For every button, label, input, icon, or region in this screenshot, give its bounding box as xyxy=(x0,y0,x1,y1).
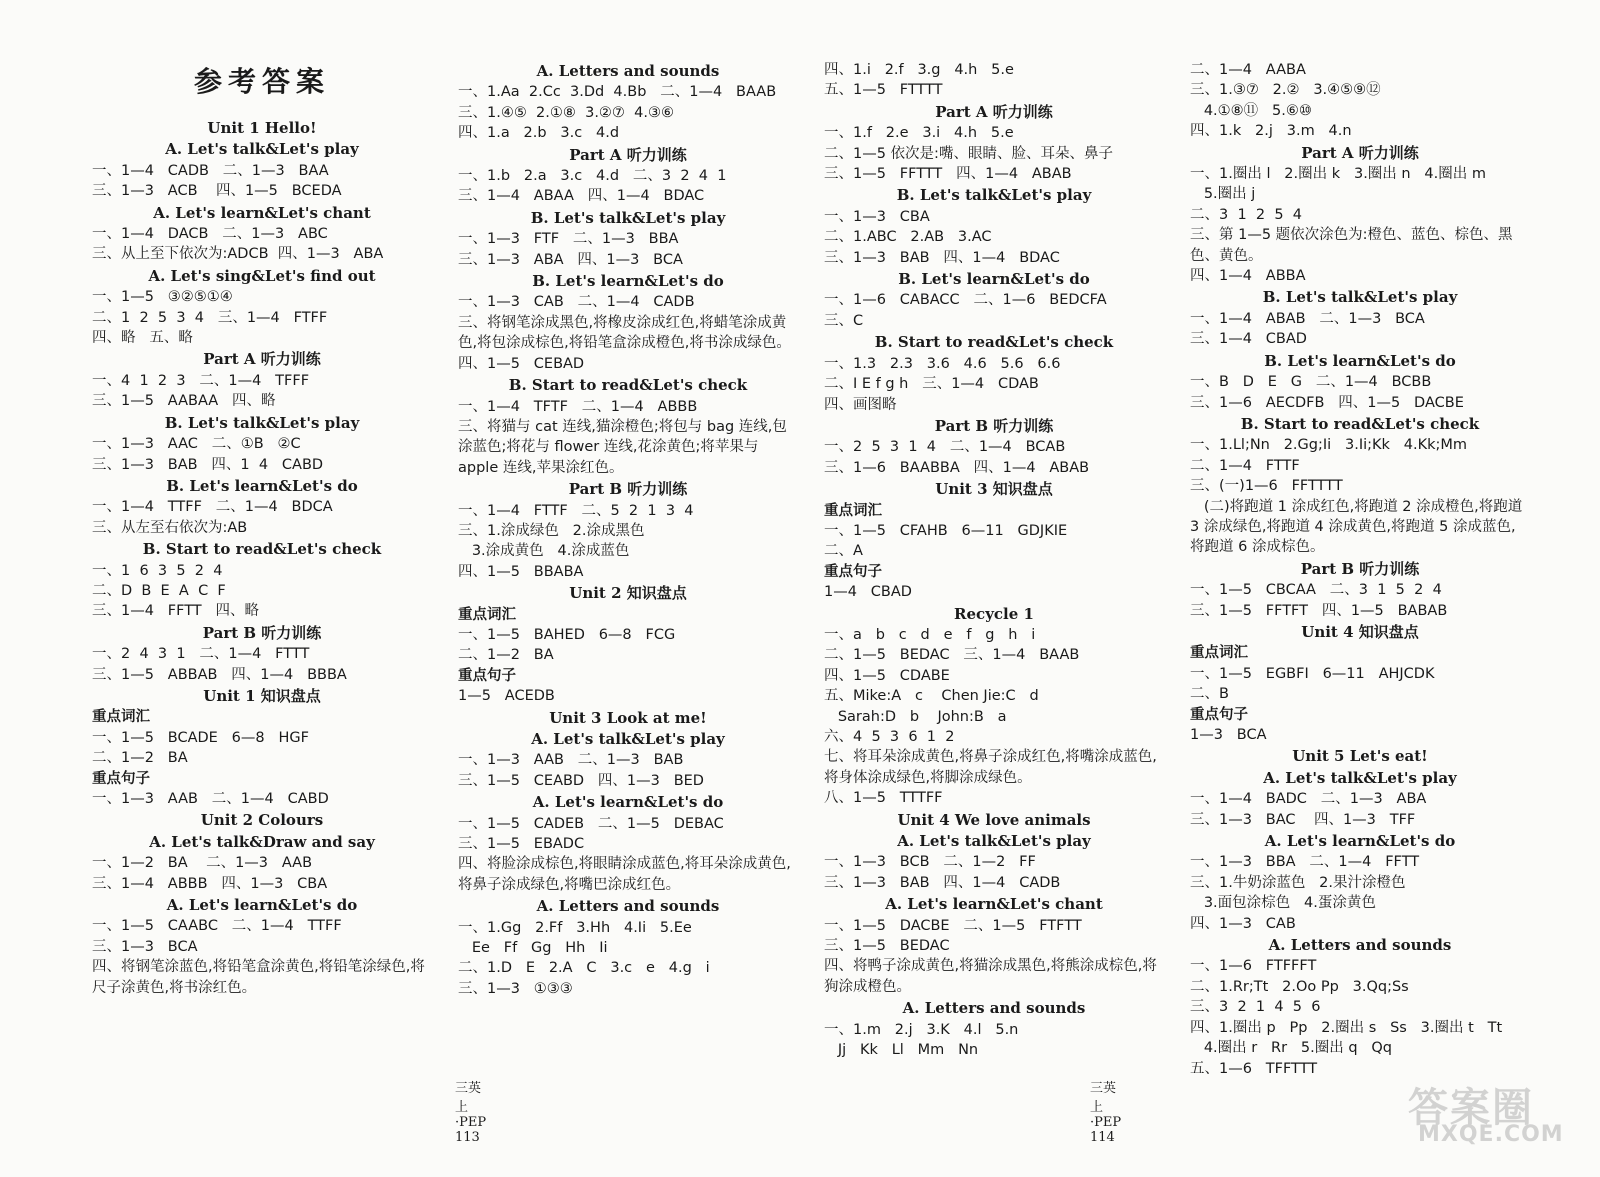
section-heading: A. Let's learn&Let's do xyxy=(532,793,724,812)
answer-line: 一、1—3 BBA 二、1—4 FFTT xyxy=(1190,854,1420,871)
answer-line: 一、1—4 DACB 二、1—3 ABC xyxy=(92,226,328,243)
answer-line: 一、1—5 BAHED 6—8 FCG xyxy=(458,626,676,643)
answer-line: 一、1.f 2.e 3.i 4.h 5.e xyxy=(824,125,1014,142)
answer-line: 3.涂成黄色 4.涂成蓝色 xyxy=(458,543,630,560)
section-heading: B. Let's talk&Let's play xyxy=(896,186,1092,205)
section-heading: B. Start to read&Let's check xyxy=(508,376,748,395)
answer-line: 一、1—3 AAC 二、①B ②C xyxy=(92,436,301,453)
answer-line: 4.①⑧⑪ 5.⑥⑩ xyxy=(1190,102,1312,119)
answer-line: 一、1 6 3 5 2 4 xyxy=(92,562,223,579)
answer-line: 三、1.牛奶涂蓝色 2.果汁涂橙色 xyxy=(1190,874,1406,891)
answer-line: 一、1—4 ABAB 二、1—3 BCA xyxy=(1190,310,1425,327)
section-heading: Part B 听力训练 xyxy=(202,623,322,642)
answer-line: 二、1.D E 2.A C 3.c e 4.g i xyxy=(458,960,710,977)
answer-line: 一、1—4 FTTF 二、5 2 1 3 4 xyxy=(458,502,694,519)
section-heading: B. Start to read&Let's check xyxy=(1240,414,1480,433)
answer-line: 5.圈出 j xyxy=(1190,186,1256,203)
answer-line: 一、1—5 DACBE 二、1—5 FTFTT xyxy=(824,917,1082,934)
answer-line: 一、1—5 CFAHB 6—11 GDJKIE xyxy=(824,522,1068,539)
answer-line: 四、1.i 2.f 3.g 4.h 5.e xyxy=(824,62,1014,78)
subsection-heading: 重点句子 xyxy=(92,770,150,787)
answer-line: 三、1—4 ABAA 四、1—4 BDAC xyxy=(458,188,705,205)
answer-line: 一、1—4 CADB 二、1—3 BAA xyxy=(92,162,329,179)
answer-line: 五、1—6 TFFTTT xyxy=(1190,1060,1318,1077)
subsection-heading: 重点词汇 xyxy=(824,502,882,519)
answer-line: 一、1—6 FTFFFT xyxy=(1190,958,1317,975)
answer-line: 四、1.k 2.j 3.m 4.n xyxy=(1190,123,1352,140)
section-heading: Recycle 1 xyxy=(954,604,1034,623)
answer-line: 三、1—5 FFTTT 四、1—4 ABAB xyxy=(824,166,1072,183)
answer-line: 三、1.④⑤ 2.①⑧ 3.②⑦ 4.③⑥ xyxy=(458,104,674,121)
answer-line: 一、1—4 BADC 二、1—3 ABA xyxy=(1190,791,1427,808)
answer-line: 一、1—3 BCB 二、1—2 FF xyxy=(824,854,1036,871)
answer-line: 一、1—6 CABACC 二、1—6 BEDCFA xyxy=(824,292,1107,309)
answer-line: 二、1—5 依次是:嘴、眼睛、脸、耳朵、鼻子 xyxy=(824,145,1113,162)
answer-line: 三、1.③⑦ 2.② 3.④⑤⑨⑫ xyxy=(1190,82,1381,99)
answer-line: 三、1—5 FFTFT 四、1—5 BABAB xyxy=(1190,602,1448,619)
column-1 xyxy=(92,60,432,998)
section-heading: A. Let's talk&Let's play xyxy=(165,140,359,159)
answer-line: 一、1—5 ③②⑤①④ xyxy=(92,289,233,306)
answer-line: 四、1—4 ABBA xyxy=(1190,268,1306,285)
answer-line: 1—5 ACEDB xyxy=(458,688,555,705)
answer-line: 四、略 五、略 xyxy=(92,330,193,347)
answer-line: 四、1—5 CDABE xyxy=(824,667,950,684)
section-heading: A. Let's learn&Let's chant xyxy=(885,895,1103,914)
answer-line: 四、1—5 CEBAD xyxy=(458,355,585,372)
section-heading: Part B 听力训练 xyxy=(1300,559,1420,578)
answer-line: 三、1—3 BAB 四、1 4 CABD xyxy=(92,456,324,473)
column-2 xyxy=(458,60,798,999)
section-heading: A. Let's talk&Let's play xyxy=(897,832,1091,851)
section-heading: Part B 听力训练 xyxy=(568,480,688,499)
answer-line: 三、将钢笔涂成黑色,将橡皮涂成红色,将蜡笔涂成黄色,将包涂成棕色,将铅笔盒涂成橙色,将书涂成绿色。 xyxy=(458,314,791,352)
answer-line: 4.圈出 r Rr 5.圈出 q Qq xyxy=(1190,1040,1393,1057)
answer-line: 一、1—4 TFTF 二、1—4 ABBB xyxy=(458,398,698,415)
section-heading: B. Let's talk&Let's play xyxy=(1262,288,1458,307)
answer-line: 一、2 4 3 1 二、1—4 FTTT xyxy=(92,646,310,663)
section-heading: A. Let's sing&Let's find out xyxy=(148,266,376,285)
section-heading: Unit 2 知识盘点 xyxy=(569,584,687,603)
watermark-logo xyxy=(1408,1076,1578,1156)
answer-line: 三、1—4 ABBB 四、1—3 CBA xyxy=(92,875,328,892)
answer-line: 二、1—4 AABA xyxy=(1190,62,1306,78)
section-heading: Unit 4 We love animals xyxy=(897,810,1091,829)
section-heading: B. Let's learn&Let's do xyxy=(1264,351,1456,370)
section-heading: B. Start to read&Let's check xyxy=(142,540,382,559)
answer-line: 三、1—3 ①③③ xyxy=(458,980,573,997)
answer-line: 八、1—5 TTTFF xyxy=(824,790,943,807)
section-heading: B. Let's talk&Let's play xyxy=(530,208,726,227)
answer-line: 三、1—4 CBAD xyxy=(1190,331,1307,348)
answer-line: (二)将跑道 1 涂成红色,将跑道 2 涂成橙色,将跑道 3 涂成绿色,将跑道 4 涂成黄色,将跑道 5 涂成蓝色,将跑道 6 涂成棕色。 xyxy=(1190,498,1527,556)
answer-line: 三、1—5 CEABD 四、1—3 BED xyxy=(458,772,704,789)
answer-line: 一、1.Gg 2.Ff 3.Hh 4.Ii 5.Ee xyxy=(458,919,692,936)
answer-line: 一、B D E G 二、1—4 BCBB xyxy=(1190,374,1432,391)
answer-line: 一、a b c d e f g h i xyxy=(824,626,1036,643)
section-heading: Part B 听力训练 xyxy=(934,416,1054,435)
answer-line: 六、4 5 3 6 1 2 xyxy=(824,729,955,745)
answer-line: 一、1—3 FTF 二、1—3 BBA xyxy=(458,231,679,248)
answer-line: 三、1—3 BAC 四、1—3 TFF xyxy=(1190,811,1416,828)
answer-line: 3.面包涂棕色 4.蛋涂黄色 xyxy=(1190,895,1376,912)
footer-page-114: 三英上·PEP 114 xyxy=(1090,1081,1122,1145)
section-heading: Unit 2 Colours xyxy=(200,811,324,830)
answer-line: 七、将耳朵涂成黄色,将鼻子涂成红色,将嘴涂成蓝色,将身体涂成绿色,将脚涂成绿色。 xyxy=(824,749,1157,786)
answer-line: 三、1—6 BAABBA 四、1—4 ABAB xyxy=(824,459,1090,476)
subsection-heading: 重点句子 xyxy=(1190,706,1248,723)
answer-line: Sarah:D b John:B a xyxy=(824,708,1007,725)
answer-line: 三、1—3 BAB 四、1—4 BDAC xyxy=(824,249,1060,266)
section-heading: Unit 4 知识盘点 xyxy=(1301,622,1419,641)
answer-line: 四、将脸涂成棕色,将眼睛涂成蓝色,将耳朵涂成黄色,将鼻子涂成绿色,将嘴巴涂成红色。 xyxy=(458,856,791,893)
answer-line: 一、1—5 EGBFI 6—11 AHJCDK xyxy=(1190,665,1435,682)
answer-line: 二、1—2 BA xyxy=(92,750,188,767)
answer-line: 三、第 1—5 题依次涂色为:橙色、蓝色、棕色、黑色、黄色。 xyxy=(1190,227,1513,264)
answer-line: 一、1.3 2.3 3.6 4.6 5.6 6.6 xyxy=(824,355,1061,372)
section-heading: Unit 5 Let's eat! xyxy=(1292,747,1428,766)
subsection-heading: 重点词汇 xyxy=(458,606,516,623)
answer-line: Ee Ff Gg Hh Ii xyxy=(458,940,608,957)
section-heading: Unit 1 知识盘点 xyxy=(203,686,321,705)
section-heading: A. Letters and sounds xyxy=(1268,936,1452,955)
section-heading: B. Let's learn&Let's do xyxy=(166,476,358,495)
answer-line: 一、1—5 CAABC 二、1—4 TTFF xyxy=(92,918,342,935)
answer-line: 四、将鸭子涂成黄色,将猫涂成黑色,将熊涂成棕色,将狗涂成橙色。 xyxy=(824,958,1157,995)
section-heading: Part A 听力训练 xyxy=(935,102,1053,121)
answer-line: 三、从左至右依次为:AB xyxy=(92,519,248,536)
answer-line: 二、I E f g h 三、1—4 CDAB xyxy=(824,376,1039,393)
section-heading: Unit 3 知识盘点 xyxy=(935,480,1053,499)
section-heading: A. Let's talk&Let's play xyxy=(531,730,725,748)
section-heading: Part A 听力训练 xyxy=(1301,143,1419,162)
answer-line: 一、1—3 AAB 二、1—4 CABD xyxy=(92,791,329,807)
answer-line: 一、1—3 CBA xyxy=(824,208,930,225)
subsection-heading: 重点句子 xyxy=(824,563,882,580)
answer-line: 三、将猫与 cat 连线,猫涂橙色;将包与 bag 连线,包涂蓝色;将花与 flower 连线,花涂黄色;将苹果与 apple 连线,苹果涂红色。 xyxy=(458,418,787,476)
section-heading: A. Let's learn&Let's do xyxy=(1264,832,1456,851)
answer-line: 一、1—2 BA 二、1—3 AAB xyxy=(92,855,313,872)
answer-line: 三、1—3 BAB 四、1—4 CADB xyxy=(824,874,1061,891)
answer-line: 二、1.Rr;Tt 2.Oo Pp 3.Qq;Ss xyxy=(1190,978,1409,995)
section-heading: A. Let's learn&Let's do xyxy=(166,896,358,915)
answer-line: 四、1—5 BBABA xyxy=(458,563,584,580)
answer-line: 四、将钢笔涂蓝色,将铅笔盒涂黄色,将铅笔涂绿色,将尺子涂黄色,将书涂红色。 xyxy=(92,959,425,996)
answer-line: 三、3 2 1 4 5 6 xyxy=(1190,999,1321,1016)
section-heading: B. Start to read&Let's check xyxy=(874,333,1114,352)
answer-line: 三、1.涂成绿色 2.涂成黑色 xyxy=(458,522,645,539)
answer-line: 二、1.ABC 2.AB 3.AC xyxy=(824,229,992,246)
column-4 xyxy=(1190,60,1530,1079)
subsection-heading: 重点句子 xyxy=(458,667,516,684)
answer-line: 一、1.b 2.a 3.c 4.d 二、3 2 4 1 xyxy=(458,168,727,185)
answer-line: 1—4 CBAD xyxy=(824,584,912,601)
answer-line: 五、Mike:A c Chen Jie:C d xyxy=(824,688,1039,705)
section-heading: B. Let's talk&Let's play xyxy=(164,413,360,432)
page-title: 参考答案 xyxy=(193,65,330,98)
answer-line: 四、1—3 CAB xyxy=(1190,915,1296,932)
section-heading: B. Let's learn&Let's do xyxy=(532,272,724,291)
section-heading: Unit 3 Look at me! xyxy=(549,708,707,727)
answer-line: 二、1 2 5 3 4 三、1—4 FTFF xyxy=(92,309,328,326)
section-heading: Part A 听力训练 xyxy=(569,145,687,164)
section-heading: Part A 听力训练 xyxy=(203,350,321,369)
column-3 xyxy=(824,60,1164,1061)
footer-page-113: 三英上·PEP 113 xyxy=(455,1081,487,1145)
answer-line: 二、D B E A C F xyxy=(92,582,226,599)
answer-line: 二、3 1 2 5 4 xyxy=(1190,206,1302,223)
answer-line: 四、画图略 xyxy=(824,396,897,413)
watermark-logo-text: 答案圈 xyxy=(1408,1085,1534,1131)
answer-line: 一、1—3 AAB 二、1—3 BAB xyxy=(458,752,684,769)
section-heading: A. Letters and sounds xyxy=(902,999,1086,1018)
answer-line: 三、C xyxy=(824,312,864,329)
answer-line: Jj Kk Ll Mm Nn xyxy=(824,1042,979,1059)
answer-line: 五、1—5 FTTTT xyxy=(824,82,943,99)
answer-line: 一、4 1 2 3 二、1—4 TFFF xyxy=(92,372,310,389)
section-heading: A. Let's talk&Let's play xyxy=(1263,768,1457,787)
answer-line: 一、1.m 2.j 3.K 4.l 5.n xyxy=(824,1021,1019,1038)
subsection-heading: 重点词汇 xyxy=(1190,645,1248,662)
answer-line: 二、1—5 BEDAC 三、1—4 BAAB xyxy=(824,647,1080,664)
answer-line: 一、1—5 CADEB 二、1—5 DEBAC xyxy=(458,815,724,832)
watermark-site-text: MXQE.COM xyxy=(1418,1122,1564,1147)
answer-line: 三、1—3 ACB 四、1—5 BCEDA xyxy=(92,183,342,200)
answer-line: 二、B xyxy=(1190,686,1229,703)
answer-line: 二、A xyxy=(824,543,863,560)
answer-line: 三、1—6 AECDFB 四、1—5 DACBE xyxy=(1190,394,1464,411)
answer-line: 三、1—5 ABBAB 四、1—4 BBBA xyxy=(92,666,347,683)
answer-line: 三、1—5 AABAA 四、略 xyxy=(92,393,276,410)
answer-line: 四、1.圈出 p Pp 2.圈出 s Ss 3.圈出 t Tt xyxy=(1190,1019,1503,1036)
answer-line: 一、1.Ll;Nn 2.Gg;Ii 3.Ii;Kk 4.Kk;Mm xyxy=(1190,437,1468,454)
answer-line: 1—3 BCA xyxy=(1190,727,1267,743)
answer-line: 一、1—5 CBCAA 二、3 1 5 2 4 xyxy=(1190,582,1442,599)
answer-line: 三、1—5 EBADC xyxy=(458,836,585,853)
section-heading: Unit 1 Hello! xyxy=(207,119,317,137)
section-heading: A. Letters and sounds xyxy=(536,897,720,916)
answer-line: 三、1—5 BEDAC xyxy=(824,938,950,955)
answer-line: 一、1.Aa 2.Cc 3.Dd 4.Bb 二、1—4 BAAB xyxy=(458,84,777,101)
answer-line: 三、从上至下依次为:ADCB 四、1—3 ABA xyxy=(92,246,384,263)
answer-line: 三、1—3 BCA xyxy=(92,938,198,955)
section-heading: A. Let's learn&Let's chant xyxy=(153,203,371,222)
answer-line: 一、1—4 TTFF 二、1—4 BDCA xyxy=(92,499,333,516)
answer-line: 二、1—4 FTTF xyxy=(1190,457,1300,474)
section-heading: A. Letters and sounds xyxy=(536,62,720,80)
answer-line: 一、2 5 3 1 4 二、1—4 BCAB xyxy=(824,439,1066,456)
section-heading: A. Let's talk&Draw and say xyxy=(149,832,375,851)
answer-line: 四、1.a 2.b 3.c 4.d xyxy=(458,125,620,142)
answer-line: 二、1—2 BA xyxy=(458,647,554,664)
subsection-heading: 重点词汇 xyxy=(92,709,150,726)
answer-line: 三、(一)1—6 FFTTTT xyxy=(1190,478,1343,495)
answer-line: 一、1—5 BCADE 6—8 HGF xyxy=(92,729,309,746)
section-heading: B. Let's learn&Let's do xyxy=(898,270,1090,289)
answer-line: 三、1—4 FFTT 四、略 xyxy=(92,603,259,620)
answer-line: 一、1—3 CAB 二、1—4 CADB xyxy=(458,294,695,311)
answer-line: 三、1—3 ABA 四、1—3 BCA xyxy=(458,251,683,268)
answer-line: 一、1.圈出 l 2.圈出 k 3.圈出 n 4.圈出 m xyxy=(1190,166,1486,183)
